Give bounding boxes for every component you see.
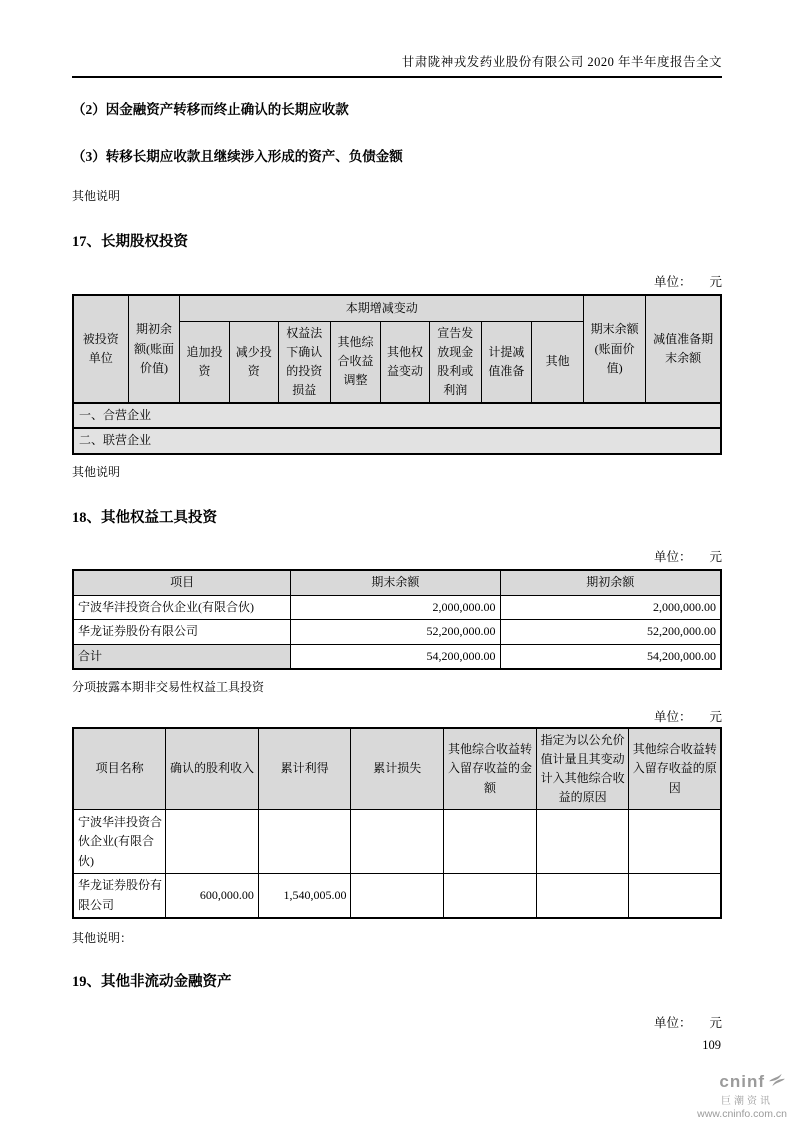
unit-label: 单位： [653,275,692,289]
col-opening: 期初余额 [500,570,721,596]
unit-value: 元 [709,275,722,289]
long-term-equity-investment-table [72,294,722,455]
table-row [73,810,721,874]
non-trading-equity-table [72,727,722,919]
col-group-current-change: 本期增减变动 [180,295,584,321]
designation-reason [536,874,629,918]
total-label: 合计 [73,644,291,669]
unit-label: 单位： [653,549,692,564]
cninfo-watermark [677,1070,787,1120]
col-oci-adjustment: 其他综合收益调整 [330,321,381,403]
item-name: 华龙证券股份有限公司 [73,620,291,644]
cninfo-url: www.cninfo.com.cn [697,1107,787,1120]
dividend-income [166,810,259,874]
col-dividend-income: 确认的股利收入 [166,728,259,810]
other-note-final: 其他说明： [72,930,133,945]
section-17-heading: 17、长期股权投资 [72,234,188,250]
col-item: 项目 [73,570,291,596]
non-trading-note: 分项披露本期非交易性权益工具投资 [72,679,265,694]
closing-value: 2,000,000.00 [291,596,500,620]
col-designation-reason: 指定为以公允价值计量且其变动计入其他综合收益的原因 [536,728,629,810]
unit-value: 元 [709,549,722,564]
transfer-reason [629,874,721,918]
cninfo-swirl-icon [767,1070,787,1095]
col-other: 其他 [532,321,584,403]
total-opening-value: 54,200,000.00 [500,644,721,669]
associate-row-label: 二、联营企业 [73,428,721,453]
item2-heading: （2）因金融资产转移而终止确认的长期应收款 [72,102,349,117]
unit-line-3 [72,707,722,725]
unit-line-2 [72,547,722,565]
col-cumulative-gain: 累计利得 [258,728,351,810]
transfer-reason [629,810,721,874]
item-name: 宁波华沣投资合伙企业(有限合伙) [73,596,291,620]
col-equity-method-pnl: 权益法下确认的投资损益 [278,321,330,403]
col-declared-dividend: 宣告发放现金股利或利润 [429,321,481,403]
cninfo-brand-chinese: 巨潮资讯 [721,1095,773,1107]
project-name: 华龙证券股份有限公司 [73,874,166,918]
opening-value: 52,200,000.00 [500,620,721,644]
col-cumulative-loss: 累计损失 [351,728,444,810]
cumulative-loss [351,874,444,918]
col-closing-impairment: 减值准备期末余额 [646,295,721,403]
other-note-2: 其他说明 [72,464,121,479]
col-reduced-investment: 减少投资 [229,321,278,403]
col-closing: 期末余额 [291,570,500,596]
running-header: 甘肃陇神戎发药业股份有限公司 2020 年半年度报告全文 [72,52,722,78]
designation-reason [536,810,629,874]
project-name: 宁波华沣投资合伙企业(有限合伙) [73,810,166,874]
unit-line-4 [72,1013,722,1031]
oci-to-retained [444,810,537,874]
unit-line-1 [72,272,722,290]
dividend-income: 600,000.00 [166,874,259,918]
section-19-heading: 19、其他非流动金融资产 [72,973,232,990]
table-row [73,874,721,918]
cninfo-brand-text: cninf [719,1071,765,1091]
other-equity-instruments-table [72,569,722,670]
oci-to-retained [444,874,537,918]
table-row [73,428,721,453]
cumulative-gain [258,810,351,874]
total-closing-value: 54,200,000.00 [291,644,500,669]
col-other-equity-change: 其他权益变动 [381,321,430,403]
opening-value: 2,000,000.00 [500,596,721,620]
col-additional-investment: 追加投资 [180,321,229,403]
unit-value: 元 [709,709,722,724]
page-number: 109 [702,1038,721,1052]
col-closing-balance: 期末余额(账面价值) [584,295,646,403]
col-oci-to-retained: 其他综合收益转入留存收益的金额 [444,728,537,810]
col-opening-balance: 期初余额(账面价值) [128,295,180,403]
col-transfer-reason: 其他综合收益转入留存收益的原因 [629,728,721,810]
unit-label: 单位： [653,709,692,724]
closing-value: 52,200,000.00 [291,620,500,644]
table-row [73,596,721,620]
cumulative-loss [351,810,444,874]
table-row-total [73,644,721,669]
section-18-heading: 18、其他权益工具投资 [72,509,217,526]
table-row [73,620,721,644]
item3-heading: （3）转移长期应收款且继续涉入形成的资产、负债金额 [72,149,403,164]
unit-label: 单位： [653,1015,692,1030]
col-impairment-provision: 计提减值准备 [481,321,532,403]
table-row [73,403,721,428]
unit-value: 元 [709,1015,722,1030]
joint-venture-row-label: 一、合营企业 [73,403,721,428]
other-note-1: 其他说明 [72,189,121,203]
col-investee: 被投资单位 [73,295,128,403]
col-project-name: 项目名称 [73,728,166,810]
cumulative-gain: 1,540,005.00 [258,874,351,918]
